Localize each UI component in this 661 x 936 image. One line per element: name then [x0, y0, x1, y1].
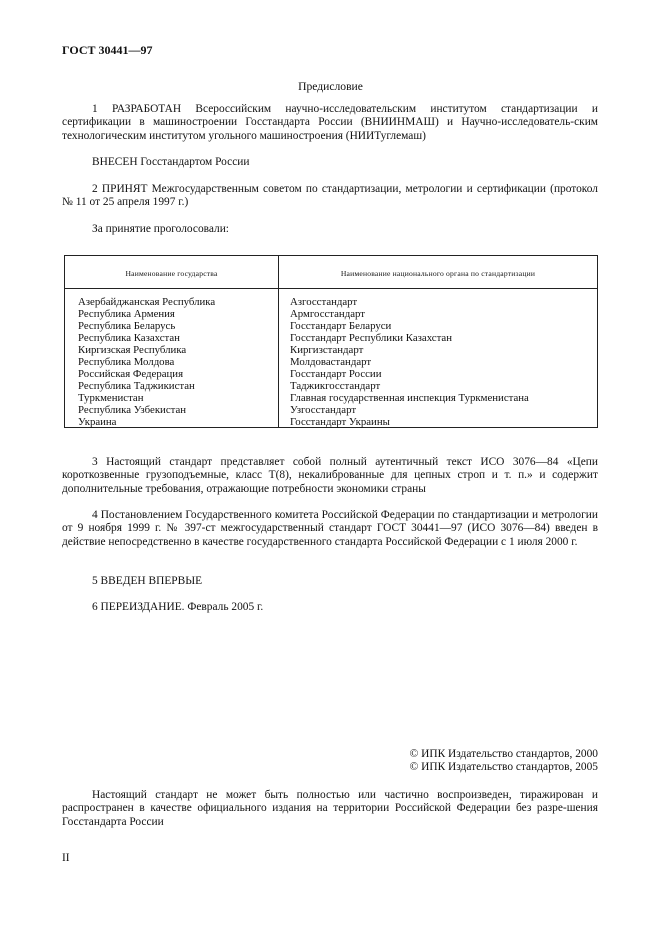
reproduction-notice: Настоящий стандарт не может быть полностью или частично воспроизведен, тиражирован и распространен в качестве официального издания на территории Российской Федерации без разре-шения Госстандарта России — [62, 789, 598, 828]
table-cell-body: Госстандарт Украины — [290, 416, 390, 428]
table-cell-state: Республика Молдова — [78, 356, 175, 368]
document-header: ГОСТ 30441—97 — [62, 43, 153, 57]
paragraph-voted: За принятие проголосовали: — [92, 223, 229, 235]
table-column-bodies — [290, 296, 529, 428]
paragraph-adopted: 2 ПРИНЯТ Межгосударственным советом по стандартизации, метрологии и сертификации (протокол № 11 от 25 апреля 1997 г.) — [62, 183, 598, 209]
paragraph-introduced: ВНЕСЕН Госстандартом России — [92, 156, 250, 168]
table-cell-body: Узгосстандарт — [290, 404, 357, 416]
table-cell-state: Республика Узбекистан — [78, 404, 187, 416]
copyright-block — [410, 748, 598, 775]
table-cell-state: Туркменистан — [78, 392, 144, 404]
copyright-line: © ИПК Издательство стандартов, 2005 — [409, 761, 598, 774]
table-cell-body: Таджикгосстандарт — [290, 380, 381, 392]
voting-table — [64, 255, 598, 428]
copyright-line: © ИПК Издательство стандартов, 2000 — [409, 748, 598, 760]
table-cell-state: Российская Федерация — [78, 368, 184, 380]
table-cell-body: Азгосстандарт — [290, 296, 358, 308]
table-cell-state: Украина — [78, 416, 117, 428]
table-cell-state: Республика Беларусь — [78, 320, 176, 332]
table-cell-body: Главная государственная инспекция Туркменистана — [290, 392, 529, 404]
table-cell-state: Республика Армения — [78, 308, 175, 320]
table-cell-state: Азербайджанская Республика — [78, 296, 216, 308]
table-column-states — [78, 296, 215, 428]
paragraph-first-introduced: 5 ВВЕДЕН ВПЕРВЫЕ — [92, 575, 203, 587]
table-cell-body: Киргизстандарт — [290, 344, 364, 356]
table-cell-state: Республика Таджикистан — [78, 380, 195, 392]
table-column-divider — [278, 256, 279, 427]
table-cell-body: Госстандарт Республики Казахстан — [290, 332, 452, 344]
page-number: II — [62, 852, 70, 864]
table-header-divider — [65, 288, 597, 289]
table-cell-state: Республика Казахстан — [78, 332, 180, 344]
table-header-state: Наименование государства — [125, 269, 218, 278]
table-cell-body: Армгосстандарт — [290, 308, 365, 320]
paragraph-developed: 1 РАЗРАБОТАН Всероссийским научно-исследовательским институтом стандартизации и сертификации в машиностроении Госстандарта России (ВНИИНМАШ) и Научно-исследователь-ским технологическим институтом угольного машиностроения (НИИТуглемаш) — [62, 103, 598, 142]
table-cell-state: Киргизская Республика — [78, 344, 187, 356]
table-cell-body: Госстандарт Беларуси — [290, 320, 392, 332]
table-cell-body: Молдовастандарт — [290, 356, 372, 368]
section-title: Предисловие — [298, 80, 363, 93]
table-cell-body: Госстандарт России — [290, 368, 382, 380]
table-header-body: Наименование национального органа по стандартизации — [340, 269, 536, 278]
paragraph-reissue: 6 ПЕРЕИЗДАНИЕ. Февраль 2005 г. — [92, 601, 264, 613]
paragraph-resolution: 4 Постановлением Государственного комитета Российской Федерации по стандартизации и метрологии от 9 ноября 1999 г. № 397-ст межгосударственный стандарт ГОСТ 30441—97 (ИСО 3076—84) введен в действие непосредственно в качестве государственного стандарта Российской Федерации с 1 июля 2000 г. — [62, 509, 598, 548]
paragraph-authentic-text: 3 Настоящий стандарт представляет собой полный аутентичный текст ИСО 3076—84 «Цепи короткозвенные грузоподъемные, класс Т(8), некалиброванные для цепных строп и т. п.» и содержит дополнительные требования, отражающие потребности экономики страны — [62, 456, 598, 495]
